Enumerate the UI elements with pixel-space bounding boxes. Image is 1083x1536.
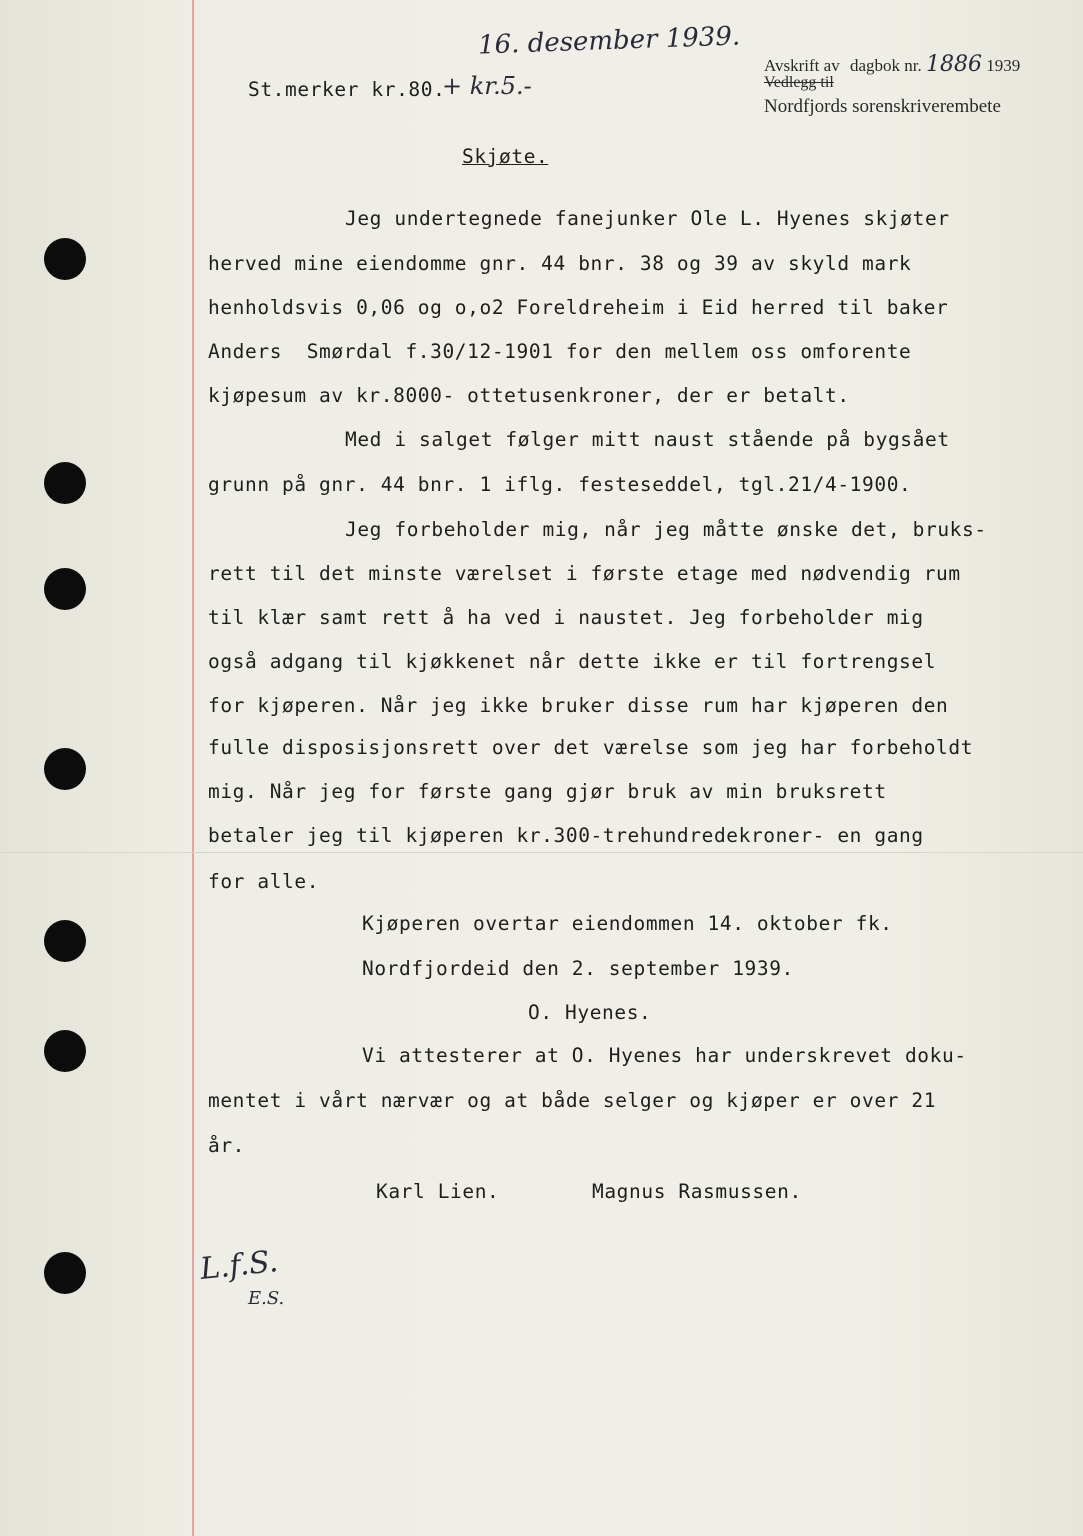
stamp-year: 1939 bbox=[986, 56, 1021, 75]
body-line: Jeg forbeholder mig, når jeg måtte ønske det, bruks- bbox=[345, 518, 987, 541]
stamp-struck-text: Vedlegg til bbox=[764, 74, 834, 91]
stamp-duty-handwritten: + kr.5.- bbox=[442, 72, 532, 100]
fold-line bbox=[0, 852, 1083, 853]
body-line: også adgang til kjøkkenet når dette ikke er til fortrengsel bbox=[208, 650, 937, 673]
body-line: for kjøperen. Når jeg ikke bruker disse rum har kjøperen den bbox=[208, 694, 949, 717]
body-line: herved mine eiendomme gnr. 44 bnr. 38 og 39 av skyld mark bbox=[208, 252, 912, 275]
stamp-office: Nordfjords sorenskriverembete bbox=[764, 96, 1001, 117]
body-line: Kjøperen overtar eiendommen 14. oktober fk. bbox=[362, 912, 893, 935]
body-line: rett til det minste værelset i første etage med nødvendig rum bbox=[208, 562, 961, 585]
punch-hole bbox=[44, 1252, 86, 1294]
handwritten-initials-sub: E.S. bbox=[248, 1288, 285, 1309]
punch-hole bbox=[44, 462, 86, 504]
stamp-duty-typed: St.merker kr.80. bbox=[248, 78, 446, 101]
punch-hole bbox=[44, 568, 86, 610]
punch-hole bbox=[44, 238, 86, 280]
body-line: grunn på gnr. 44 bnr. 1 iflg. festeseddel, tgl.21/4-1900. bbox=[208, 473, 912, 496]
body-line: for alle. bbox=[208, 870, 320, 893]
body-line: Jeg undertegnede fanejunker Ole L. Hyenes skjøter bbox=[345, 207, 950, 230]
handwritten-date: 16. desember 1939. bbox=[477, 21, 741, 61]
body-line: fulle disposisjonsrett over det værelse som jeg har forbeholdt bbox=[208, 736, 974, 759]
signature-typed: O. Hyenes. bbox=[528, 1001, 652, 1024]
stamp-number: 1886 bbox=[925, 52, 982, 77]
body-line: år. bbox=[208, 1134, 246, 1157]
document-title: Skjøte. bbox=[462, 145, 549, 168]
body-line: mentet i vårt nærvær og at både selger og kjøper er over 21 bbox=[208, 1089, 937, 1112]
body-line: Anders Smørdal f.30/12-1901 for den mellem oss omforente bbox=[208, 340, 912, 363]
body-line: Med i salget følger mitt naust stående på bygsået bbox=[345, 428, 950, 451]
witness-name: Magnus Rasmussen. bbox=[592, 1180, 802, 1203]
handwritten-initials: L.f.S. bbox=[198, 1244, 280, 1287]
body-line: til klær samt rett å ha ved i naustet. Jeg forbeholder mig bbox=[208, 606, 924, 629]
witness-name: Karl Lien. bbox=[376, 1180, 500, 1203]
stamp-prefix: Avskrift av bbox=[764, 56, 840, 75]
body-line: henholdsvis 0,06 og o,o2 Foreldreheim i Eid herred til baker bbox=[208, 296, 949, 319]
body-line: kjøpesum av kr.8000- ottetusenkroner, der er betalt. bbox=[208, 384, 850, 407]
stamp-mid: dagbok nr. bbox=[849, 56, 922, 75]
body-line: mig. Når jeg for første gang gjør bruk av min bruksrett bbox=[208, 780, 887, 803]
margin-line bbox=[192, 0, 194, 1536]
punch-hole bbox=[44, 748, 86, 790]
body-line: Nordfjordeid den 2. september 1939. bbox=[362, 957, 794, 980]
body-line: betaler jeg til kjøperen kr.300-trehundredekroner- en gang bbox=[208, 824, 924, 847]
punch-hole bbox=[44, 1030, 86, 1072]
body-line: Vi attesterer at O. Hyenes har underskrevet doku- bbox=[362, 1044, 967, 1067]
punch-hole bbox=[44, 920, 86, 962]
